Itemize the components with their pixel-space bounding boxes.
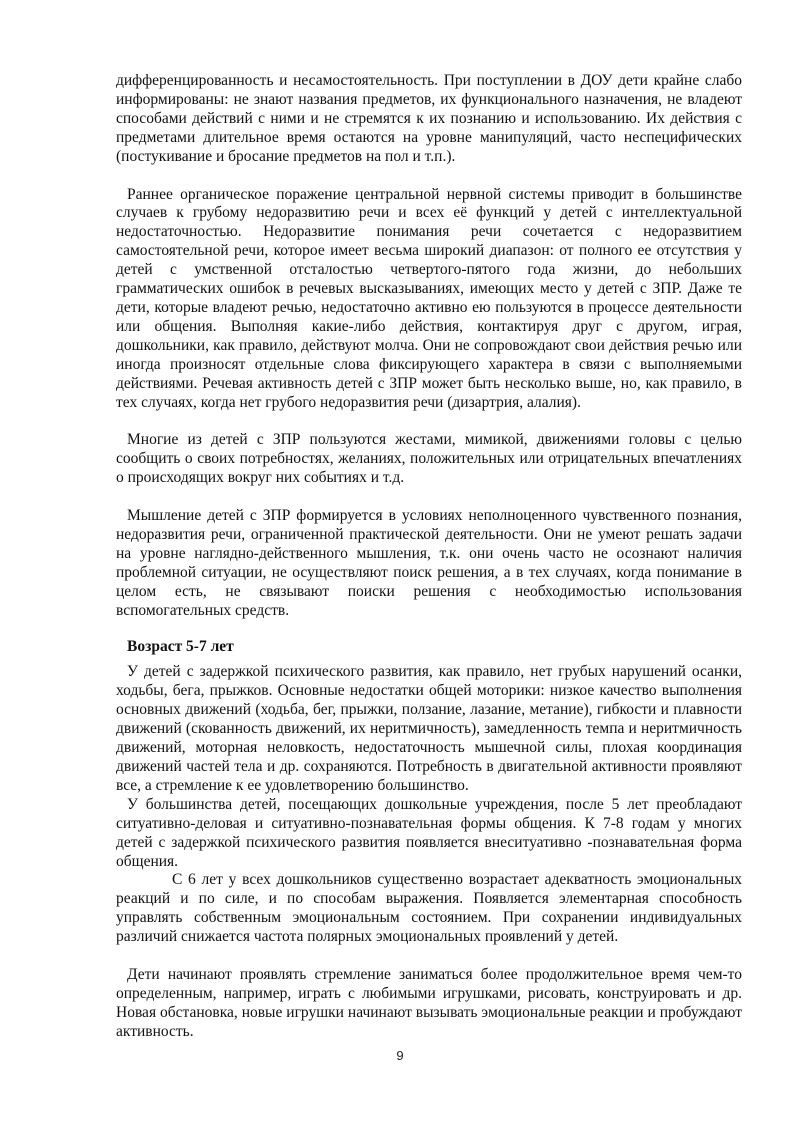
document-page (116, 72, 742, 1042)
paragraph-continued: дифференцированность и несамостоятельность. При поступлении в ДОУ дети крайне слабо информированы: не знают названия предметов, их функционального назначения, не владеют способами действий с ними и не стремятся к их познанию и использованию. Их действия с предметами длительное время остаются на уровне манипуляций, часто неспецифических (постукивание и бросание предметов на пол и т.п.). (116, 72, 742, 165)
paragraph-thinking: Мышление детей с ЗПР формируется в условиях неполноценного чувственного познания, недоразвития речи, ограниченной практической деятельности. Они не умеют решать задачи на уровне наглядно-действенного мышления, т.к. они очень часто не осознают наличия проблемной ситуации, не осуществляют поиск решения, а в тех случаях, когда понимание в целом есть, не связывают поиски решения с необходимостью использования вспомогательных средств. (116, 507, 742, 619)
paragraph-communication: У большинства детей, посещающих дошкольные учреждения, после 5 лет преобладают ситуативно-деловая и ситуативно-познавательная формы общения. К 7-8 годам у многих детей с задержкой психического развития появляется внеситуативно -познавательная форма общения. (116, 795, 742, 870)
paragraph-gestures: Многие из детей с ЗПР пользуются жестами, мимикой, движениями головы с целью сообщить о своих потребностях, желаниях, положительных или отрицательных впечатлениях о происходящих вокруг них событиях и т.д. (116, 431, 742, 487)
section-heading: Возраст 5-7 лет (127, 637, 234, 655)
paragraph-emotions: С 6 лет у всех дошкольников существенно возрастает адекватность эмоциональных реакций и по силе, и по способам выражения. Появляется элементарная способность управлять собственным эмоциональным состоянием. При сохранении индивидуальных различий снижается частота полярных эмоциональных проявлений у детей. (116, 871, 742, 946)
paragraph-speech-development: Раннее органическое поражение центральной нервной системы приводит в большинстве случаев к грубому недоразвитию речи и всех её функций у детей с интеллектуальной недостаточностью. Недоразвитие понимания речи сочетается с недоразвитием самостоятельной речи, которое имеет весьма широкий диапазон: от полного ее отсутствия у детей с умственной отсталостью четвертого-пятого года жизни, до небольших грамматических ошибок в речевых высказываниях, имеющих место у детей с ЗПР. Даже те дети, которые владеют речью, недостаточно активно ею пользуются в процессе деятельности или общения. Выполняя какие-либо действия, контактируя друг с другом, играя, дошкольники, как правило, действуют молча. Они не сопровождают свои действия речью или иногда произносят отдельные слова фиксирующего характера в связи с выполняемыми действиями. Речевая активность детей с ЗПР может быть несколько выше, но, как правило, в тех случаях, когда нет грубого недоразвития речи (дизартрия, алалия). (116, 185, 742, 411)
page-number: 9 (396, 1048, 404, 1063)
paragraph-activity: Дети начинают проявлять стремление заниматься более продолжительное время чем-то определенным, например, играть с любимыми игрушками, рисовать, конструировать и др. Новая обстановка, новые игрушки начинают вызывать эмоциональные реакции и пробуждают активность. (116, 966, 742, 1040)
paragraph-motor-skills: У детей с задержкой психического развития, как правило, нет грубых нарушений осанки, ходьбы, бега, прыжков. Основные недостатки общей моторики: низкое качество выполнения основных движений (ходьба, бег, прыжки, ползание, лазание, метание), гибкости и плавности движений (скованность движений, их неритмичность), замедленность темпа и неритмичность движений, моторная неловкость, недостаточность мышечной силы, плохая координация движений частей тела и др. сохраняются. Потребность в двигательной активности проявляют все, а стремление к ее удовлетворению большинство. (116, 663, 742, 794)
